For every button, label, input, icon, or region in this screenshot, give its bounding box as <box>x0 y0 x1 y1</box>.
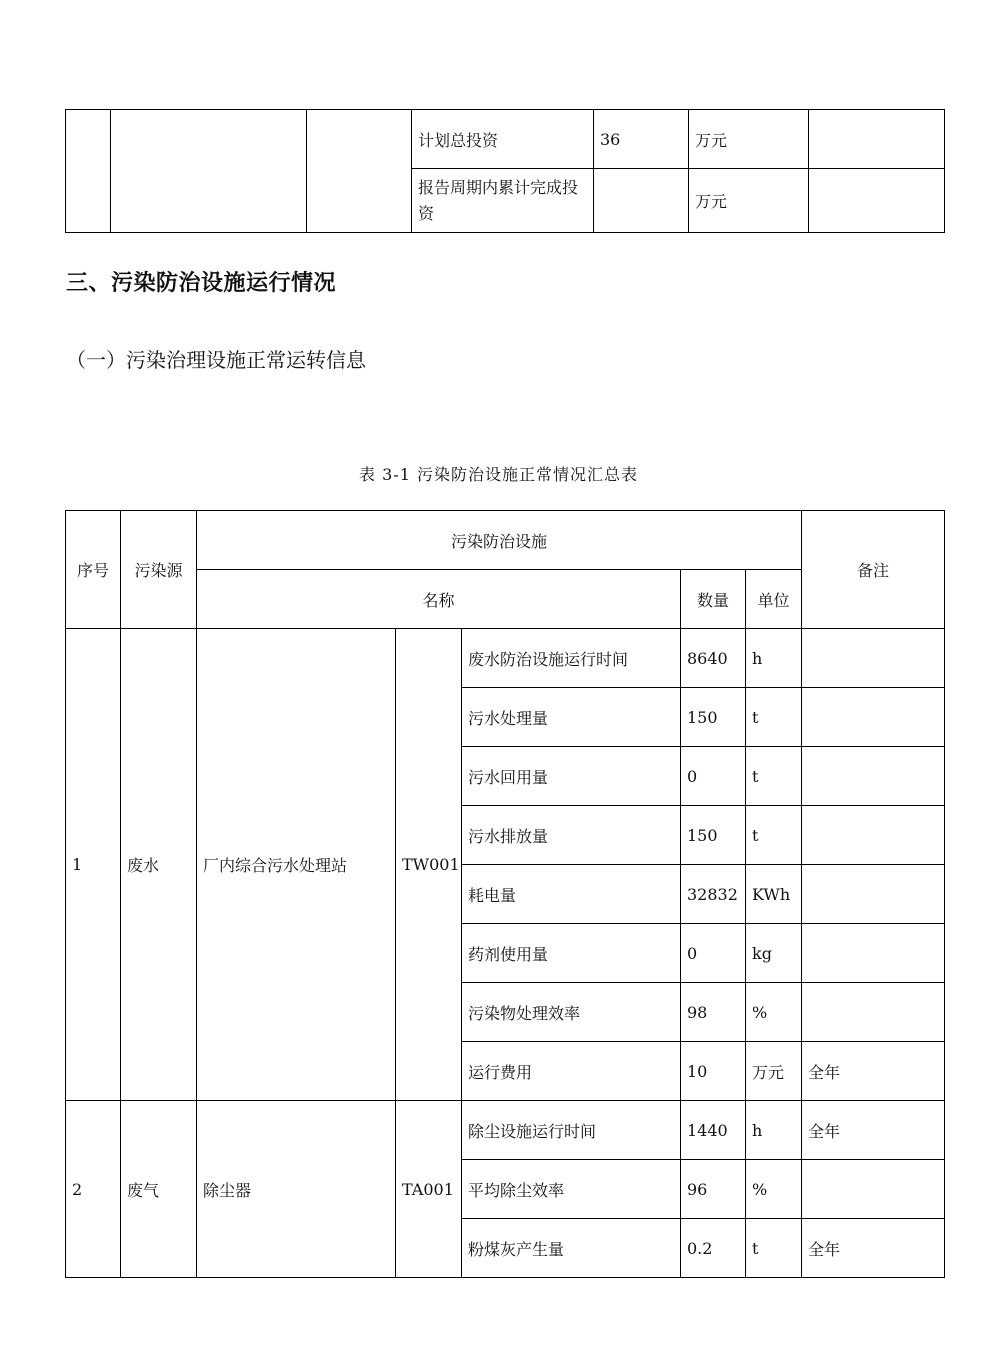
code-cell: TA001 <box>396 1101 462 1278</box>
source-cell: 废水 <box>121 629 197 1101</box>
item-name: 运行费用 <box>462 1042 681 1101</box>
table-row <box>66 1101 945 1160</box>
facility-cell: 除尘器 <box>197 1101 396 1278</box>
item-remark <box>802 983 945 1042</box>
item-name: 平均除尘效率 <box>462 1160 681 1219</box>
facility-cell: 厂内综合污水处理站 <box>197 629 396 1101</box>
investment-item: 计划总投资 <box>412 110 594 169</box>
item-quantity: 150 <box>681 688 746 747</box>
item-quantity: 0 <box>681 747 746 806</box>
item-name: 污水排放量 <box>462 806 681 865</box>
table-caption: 表 3-1 污染防治设施正常情况汇总表 <box>359 465 638 484</box>
empty-cell <box>307 110 412 233</box>
item-remark <box>802 688 945 747</box>
item-quantity: 150 <box>681 806 746 865</box>
item-quantity: 8640 <box>681 629 746 688</box>
header-source: 污染源 <box>121 511 197 629</box>
investment-unit: 万元 <box>689 110 809 169</box>
item-remark <box>802 1160 945 1219</box>
investment-note <box>809 169 945 233</box>
item-remark: 全年 <box>802 1219 945 1278</box>
investment-value <box>594 169 689 233</box>
header-quantity: 数量 <box>681 570 746 629</box>
item-unit: t <box>746 806 802 865</box>
item-quantity: 1440 <box>681 1101 746 1160</box>
source-cell: 废气 <box>121 1101 197 1278</box>
seq-cell: 2 <box>66 1101 121 1278</box>
header-seq: 序号 <box>66 511 121 629</box>
item-unit: % <box>746 983 802 1042</box>
item-name: 除尘设施运行时间 <box>462 1101 681 1160</box>
investment-note <box>809 110 945 169</box>
facility-summary-table <box>65 510 945 1278</box>
item-name: 废水防治设施运行时间 <box>462 629 681 688</box>
investment-value: 36 <box>594 110 689 169</box>
item-quantity: 0 <box>681 924 746 983</box>
item-quantity: 32832 <box>681 865 746 924</box>
item-unit: h <box>746 1101 802 1160</box>
header-unit: 单位 <box>746 570 802 629</box>
item-quantity: 10 <box>681 1042 746 1101</box>
item-remark <box>802 747 945 806</box>
section-heading: 三、污染防治设施运行情况 <box>66 271 337 296</box>
item-quantity: 0.2 <box>681 1219 746 1278</box>
item-remark: 全年 <box>802 1042 945 1101</box>
header-name: 名称 <box>197 570 681 629</box>
header-facility-group: 污染防治设施 <box>197 511 802 570</box>
item-unit: t <box>746 747 802 806</box>
item-name: 污水处理量 <box>462 688 681 747</box>
investment-item: 报告周期内累计完成投资 <box>412 169 594 233</box>
item-unit: h <box>746 629 802 688</box>
item-remark <box>802 924 945 983</box>
item-quantity: 98 <box>681 983 746 1042</box>
item-remark <box>802 806 945 865</box>
item-unit: % <box>746 1160 802 1219</box>
item-remark: 全年 <box>802 1101 945 1160</box>
item-name: 污水回用量 <box>462 747 681 806</box>
code-cell: TW001 <box>396 629 462 1101</box>
table-row <box>66 629 945 688</box>
item-name: 耗电量 <box>462 865 681 924</box>
item-unit: KWh <box>746 865 802 924</box>
empty-cell <box>66 110 111 233</box>
item-unit: t <box>746 688 802 747</box>
item-unit: kg <box>746 924 802 983</box>
investment-table <box>65 109 945 233</box>
investment-unit: 万元 <box>689 169 809 233</box>
item-name: 药剂使用量 <box>462 924 681 983</box>
item-remark <box>802 865 945 924</box>
header-row <box>66 511 945 570</box>
seq-cell: 1 <box>66 629 121 1101</box>
item-name: 污染物处理效率 <box>462 983 681 1042</box>
empty-cell <box>111 110 307 233</box>
section-subheading: （一）污染治理设施正常运转信息 <box>66 348 366 372</box>
item-name: 粉煤灰产生量 <box>462 1219 681 1278</box>
header-remark: 备注 <box>802 511 945 629</box>
item-remark <box>802 629 945 688</box>
item-quantity: 96 <box>681 1160 746 1219</box>
item-unit: t <box>746 1219 802 1278</box>
table-row <box>66 110 945 169</box>
item-unit: 万元 <box>746 1042 802 1101</box>
